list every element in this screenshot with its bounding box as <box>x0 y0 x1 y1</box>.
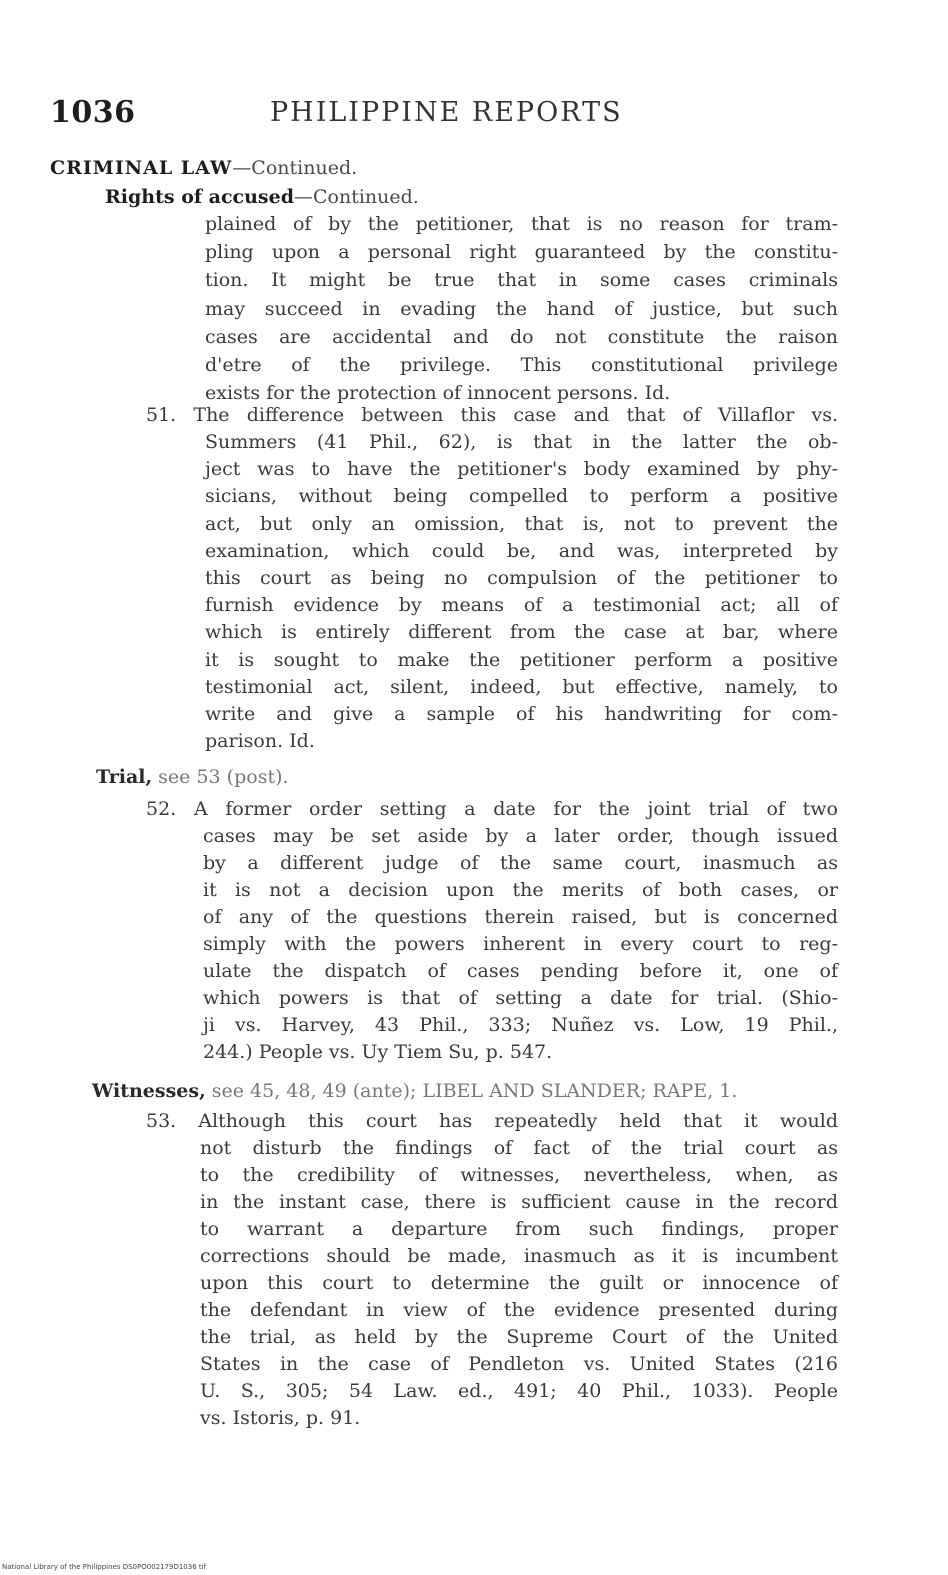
text-line: it is not a decision upon the merits of both cases, or <box>203 879 838 901</box>
text-line: upon this court to determine the guilt or innocence of <box>200 1272 838 1294</box>
section-heading <box>50 157 357 179</box>
text-line: of any of the questions therein raised, but is concerned <box>203 906 838 928</box>
running-title: PHILIPPINE REPORTS <box>270 97 623 128</box>
text-line: plained of by the petitioner, that is no reason for tram- <box>205 213 838 235</box>
topic-trial-reference: see 53 (post). <box>152 766 289 788</box>
text-line: examination, which could be, and was, interpreted by <box>205 539 838 562</box>
text-line: 244.) People vs. Uy Tiem Su, p. 547. <box>203 1041 553 1063</box>
subsection-heading <box>105 186 419 208</box>
text-line: ji vs. Harvey, 43 Phil., 333; Nuñez vs. Low, 19 Phil., <box>203 1014 838 1036</box>
paragraph-53-first-line: 53. Although this court has repeatedly held that it would <box>146 1110 838 1132</box>
section-heading-continued: —Continued. <box>232 157 358 179</box>
text-line: vs. Istoris, p. 91. <box>200 1407 361 1429</box>
text-line: not disturb the findings of fact of the trial court as <box>200 1137 838 1159</box>
text-line: cases may be set aside by a later order, though issued <box>203 825 838 847</box>
text-line: to the credibility of witnesses, nevertheless, when, as <box>200 1164 838 1186</box>
text-line: exists for the protection of innocent persons. Id. <box>205 382 671 405</box>
page-header <box>0 95 948 145</box>
text-line: which powers is that of setting a date for trial. (Shio- <box>203 987 838 1009</box>
text-line: sicians, without being compelled to perform a positive <box>205 485 838 508</box>
text-line: States in the case of Pendleton vs. United States (216 <box>200 1353 838 1375</box>
text-line: testimonial act, silent, indeed, but effective, namely, to <box>205 675 838 698</box>
text-line: in the instant case, there is sufficient cause in the record <box>200 1191 838 1213</box>
text-line: ulate the dispatch of cases pending before it, one of <box>203 960 838 982</box>
text-line: which is entirely different from the case at bar, where <box>205 621 838 644</box>
topic-witnesses-reference: see 45, 48, 49 (ante); LIBEL AND SLANDER; RAPE, 1. <box>205 1080 738 1102</box>
text-line: furnish evidence by means of a testimonial act; all of <box>205 594 838 617</box>
text-line: cases are accidental and do not constitute the raison <box>205 325 838 348</box>
text-line: pling upon a personal right guaranteed by the constitu- <box>205 241 838 264</box>
topic-witnesses <box>92 1080 737 1102</box>
scan-footer-stamp: National Library of the Philippines DS0PO002179D1036 tif <box>2 1563 207 1571</box>
text-line: the defendant in view of the evidence presented during <box>200 1299 838 1321</box>
text-line: by a different judge of the same court, inasmuch as <box>203 852 838 874</box>
text-line: ject was to have the petitioner's body examined by phy- <box>205 458 838 481</box>
text-line: it is sought to make the petitioner perform a positive <box>205 648 838 671</box>
text-line: this court as being no compulsion of the petitioner to <box>205 567 838 589</box>
text-line: d'etre of the privilege. This constitutional privilege <box>205 354 838 376</box>
text-line: tion. It might be true that in some cases criminals <box>205 269 838 292</box>
paragraph-51-first-line: 51. The difference between this case and that of Villaflor vs. <box>146 404 838 426</box>
text-line: the trial, as held by the Supreme Court of the United <box>200 1326 838 1348</box>
page-number: 1036 <box>50 95 136 130</box>
text-line: to warrant a departure from such findings, proper <box>200 1218 838 1240</box>
subsection-heading-continued: —Continued. <box>294 186 419 208</box>
text-line: U. S., 305; 54 Law. ed., 491; 40 Phil., 1033). People <box>200 1380 838 1402</box>
paragraph-52-first-line: 52. A former order setting a date for the joint trial of two <box>146 798 838 820</box>
subsection-heading-title: Rights of accused <box>105 186 294 208</box>
section-heading-title: CRIMINAL LAW <box>50 157 233 179</box>
text-line: Summers (41 Phil., 62), is that in the latter the ob- <box>205 431 838 453</box>
text-line: parison. Id. <box>205 730 315 753</box>
topic-trial-label: Trial, <box>96 766 153 788</box>
text-line: simply with the powers inherent in every court to reg- <box>203 933 838 955</box>
text-line: may succeed in evading the hand of justice, but such <box>205 297 838 320</box>
text-line: write and give a sample of his handwriting for com- <box>205 703 838 725</box>
text-line: act, but only an omission, that is, not to prevent the <box>205 512 838 535</box>
topic-witnesses-label: Witnesses, <box>92 1080 206 1102</box>
text-line: corrections should be made, inasmuch as it is incumbent <box>200 1245 838 1267</box>
topic-trial <box>96 766 289 788</box>
